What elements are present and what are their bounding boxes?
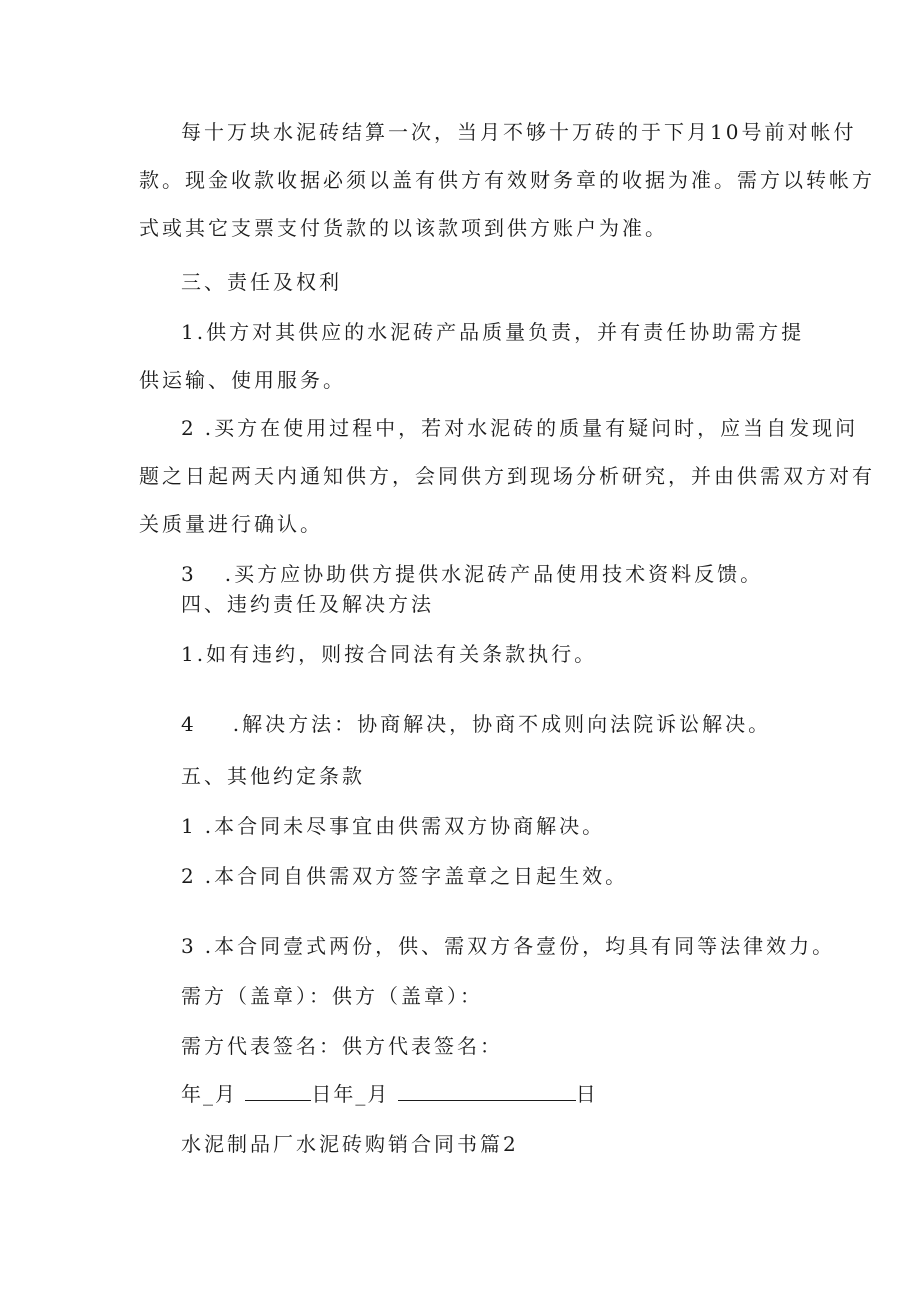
date-part-a: 年_月 xyxy=(181,1082,237,1106)
item-number: 2 xyxy=(181,416,197,440)
payment-line-2: 款。现金收款收据必须以盖有供方有效财务章的收据为准。需方以转帐方 xyxy=(139,168,875,192)
date-part-b: 日年_月 xyxy=(311,1082,390,1106)
date-line xyxy=(181,1080,598,1108)
payment-line-3: 式或其它支票支付货款的以该款项到供方账户为准。 xyxy=(139,216,668,240)
section-5-heading: 五、其他约定条款 xyxy=(181,764,365,788)
item-number: 4 xyxy=(181,712,197,736)
item-text: .本合同自供需双方签字盖章之日起生效。 xyxy=(204,864,629,888)
item-text: .买方在使用过程中，若对水泥砖的质量有疑问时，应当自发现问 xyxy=(204,416,859,440)
section-5-item-2 xyxy=(181,862,628,890)
seal-line: 需方（盖章）：供方（盖章）： xyxy=(181,984,483,1008)
item-number: 3 xyxy=(181,562,197,586)
payment-line-1: 每十万块水泥砖结算一次，当月不够十万砖的于下月10号前对帐付 xyxy=(181,120,857,144)
section-4-item-1: 1.如有违约，则按合同法有关条款执行。 xyxy=(181,642,598,666)
date-blank-2 xyxy=(398,1080,576,1101)
date-part-c: 日 xyxy=(575,1082,598,1106)
representative-line: 需方代表签名：供方代表签名： xyxy=(181,1034,503,1058)
section-3-item-3 xyxy=(181,560,763,588)
item-text: .本合同未尽事宜由供需双方协商解决。 xyxy=(204,814,606,838)
item-number: 1 xyxy=(181,814,197,838)
section-5-item-1 xyxy=(181,812,605,840)
section-3-item-2-line-2: 题之日起两天内通知供方，会同供方到现场分析研究，并由供需双方对有 xyxy=(139,464,875,488)
section-4-heading: 四、违约责任及解决方法 xyxy=(181,592,434,616)
date-blank-1 xyxy=(245,1080,311,1101)
section-4-item-4 xyxy=(181,710,771,738)
item-text: .本合同壹式两份，供、需双方各壹份，均具有同等法律效力。 xyxy=(204,934,836,958)
item-text: .解决方法：协商解决，协商不成则向法院诉讼解决。 xyxy=(232,712,772,736)
section-3-item-1-line-2: 供运输、使用服务。 xyxy=(139,368,346,392)
section-3-item-2-line-1 xyxy=(181,414,858,442)
section-3-item-1-line-1: 1.供方对其供应的水泥砖产品质量负责，并有责任协助需方提 xyxy=(181,320,805,344)
section-5-item-3 xyxy=(181,932,835,960)
section-3-heading: 三、责任及权利 xyxy=(181,270,342,294)
next-contract-title: 水泥制品厂水泥砖购销合同书篇2 xyxy=(181,1132,519,1156)
item-number: 2 xyxy=(181,864,197,888)
item-number: 3 xyxy=(181,934,197,958)
section-3-item-2-line-3: 关质量进行确认。 xyxy=(139,512,323,536)
item-text: .买方应协助供方提供水泥砖产品使用技术资料反馈。 xyxy=(224,562,764,586)
